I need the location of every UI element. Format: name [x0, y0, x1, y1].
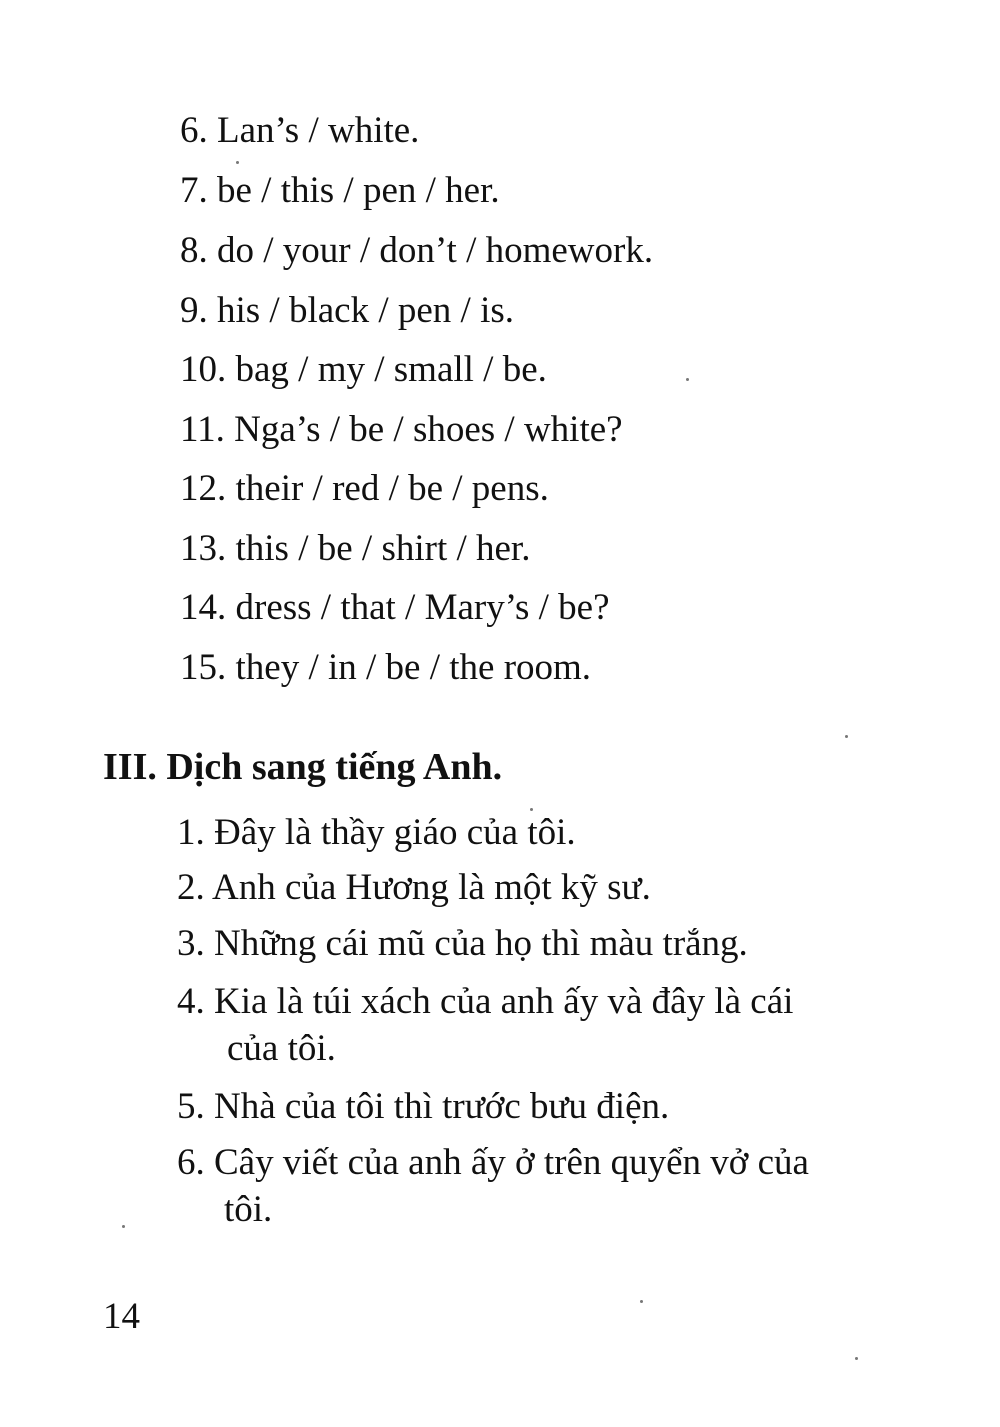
- scan-speck: [530, 808, 533, 811]
- reorder-item-15: [180, 646, 591, 690]
- scan-speck: [855, 1357, 858, 1360]
- item-number: 11.: [180, 409, 225, 450]
- item-text: Nga’s / be / shoes / white?: [234, 409, 623, 450]
- item-text: Anh của Hương là một kỹ sư.: [211, 867, 651, 908]
- item-number: 6.: [177, 1142, 205, 1183]
- reorder-item-14: [180, 586, 610, 630]
- translate-item-2: [177, 866, 651, 910]
- item-text: của tôi.: [227, 1028, 336, 1069]
- item-text: his / black / pen / is.: [217, 290, 514, 331]
- translate-item-6: [177, 1141, 809, 1185]
- item-text: do / your / don’t / homework.: [217, 230, 654, 271]
- translate-item-6-continued: [224, 1188, 272, 1232]
- item-text: be / this / pen / her.: [217, 170, 500, 211]
- scan-speck: [845, 735, 848, 738]
- item-text: bag / my / small / be.: [235, 349, 547, 390]
- item-number: 9.: [180, 290, 208, 331]
- item-number: 12.: [180, 468, 227, 509]
- reorder-item-10: [180, 348, 547, 392]
- item-text: tôi.: [224, 1189, 273, 1230]
- reorder-item-7: [180, 169, 500, 213]
- item-number: 4.: [177, 981, 205, 1022]
- scan-speck: [640, 1300, 643, 1303]
- item-number: 2.: [177, 867, 205, 908]
- page-number: 14: [103, 1296, 140, 1337]
- reorder-item-11: [180, 408, 623, 452]
- scan-speck: [122, 1225, 125, 1228]
- item-number: 10.: [180, 349, 227, 390]
- translate-item-4-continued: [227, 1027, 336, 1071]
- item-number: 1.: [177, 812, 205, 853]
- item-number: 15.: [180, 647, 227, 688]
- item-text: Kia là túi xách của anh ấy và đây là cái: [214, 981, 794, 1022]
- translate-item-5: [177, 1085, 669, 1129]
- section-heading: III. Dịch sang tiếng Anh.: [103, 746, 503, 788]
- item-text: Đây là thầy giáo của tôi.: [214, 812, 576, 853]
- item-text: Nhà của tôi thì trước bưu điện.: [214, 1086, 670, 1127]
- item-number: 13.: [180, 528, 227, 569]
- reorder-item-13: [180, 527, 530, 571]
- item-number: 7.: [180, 170, 208, 211]
- item-number: 5.: [177, 1086, 205, 1127]
- reorder-item-8: [180, 229, 653, 273]
- reorder-item-12: [180, 467, 549, 511]
- item-text: Những cái mũ của họ thì màu trắng.: [214, 923, 748, 964]
- item-text: this / be / shirt / her.: [235, 528, 531, 569]
- translate-item-1: [177, 811, 576, 855]
- translate-item-4: [177, 980, 793, 1024]
- item-text: Lan’s / white.: [217, 110, 420, 151]
- item-text: Cây viết của anh ấy ở trên quyển vở của: [214, 1142, 809, 1183]
- item-number: 8.: [180, 230, 208, 271]
- scan-speck: [686, 378, 689, 381]
- item-number: 6.: [180, 110, 208, 151]
- reorder-item-9: [180, 289, 514, 333]
- scan-speck: [236, 161, 239, 164]
- item-text: dress / that / Mary’s / be?: [235, 587, 610, 628]
- translate-item-3: [177, 922, 748, 966]
- reorder-item-6: [180, 109, 419, 153]
- item-number: 14.: [180, 587, 227, 628]
- item-number: 3.: [177, 923, 205, 964]
- item-text: their / red / be / pens.: [235, 468, 549, 509]
- item-text: they / in / be / the room.: [235, 647, 592, 688]
